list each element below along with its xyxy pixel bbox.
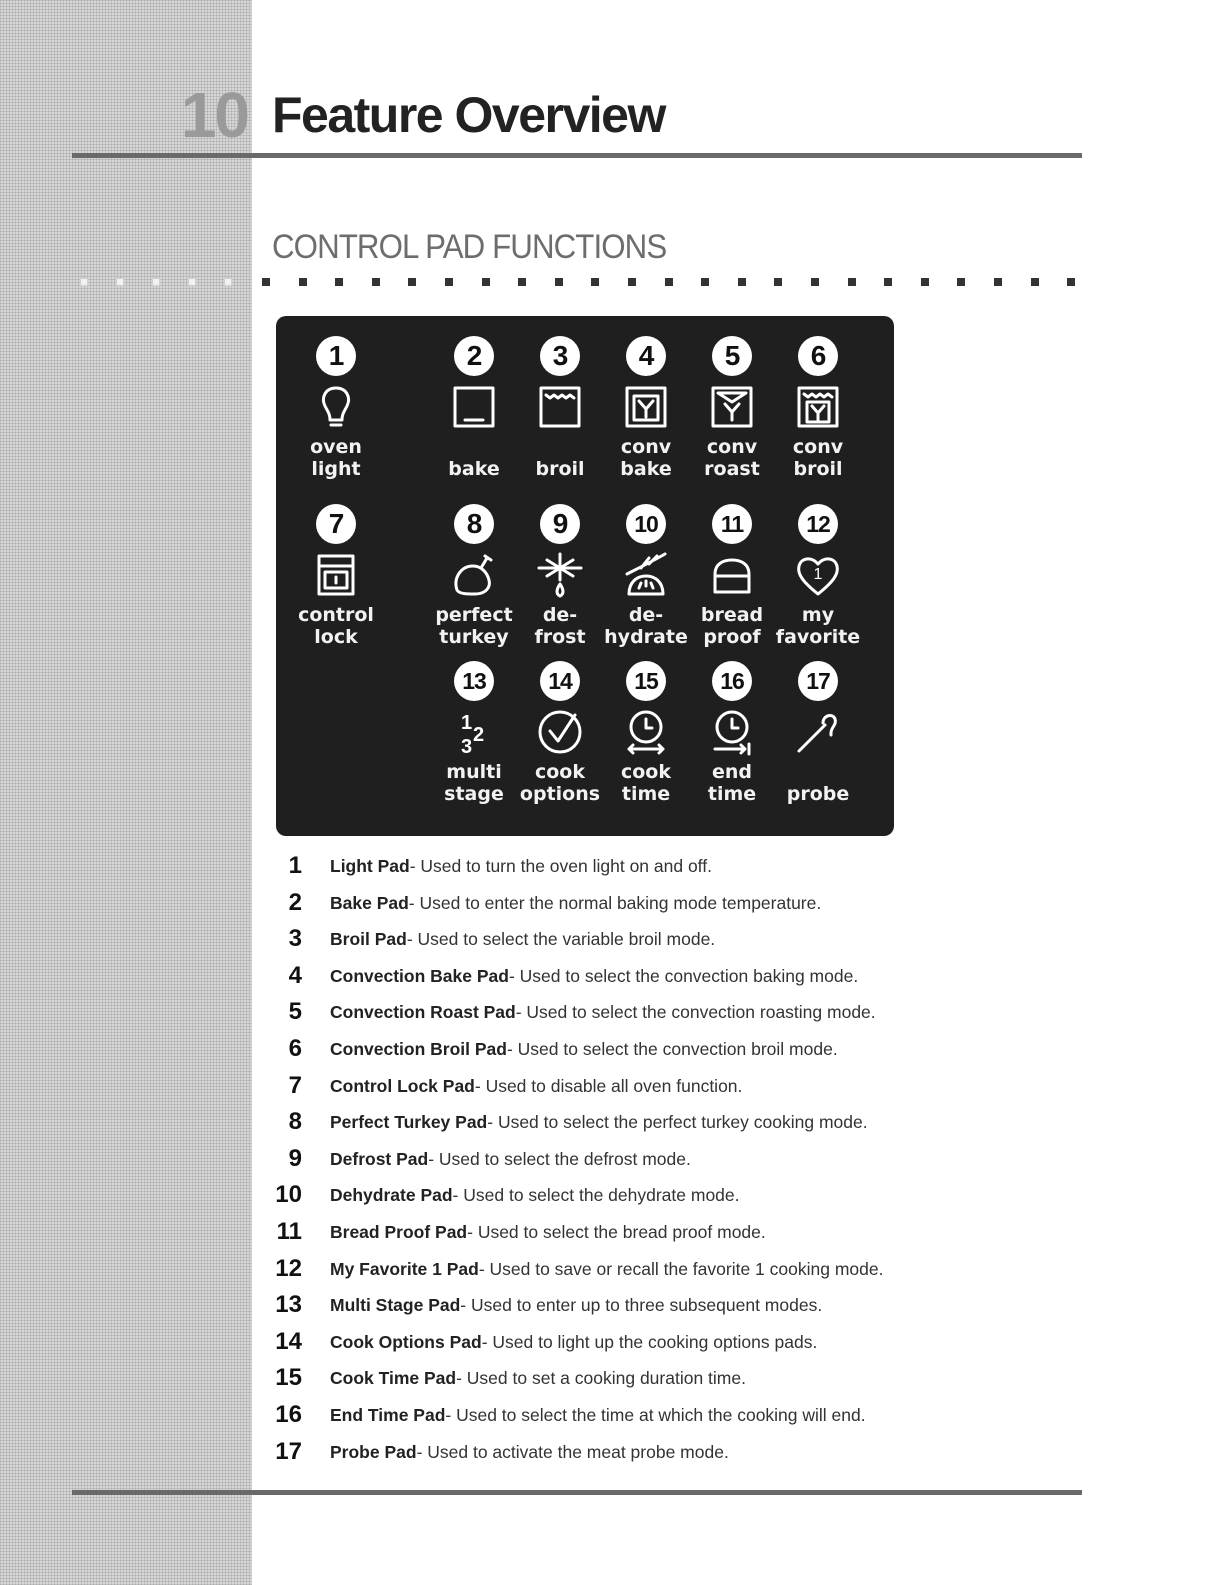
function-name: Control Lock Pad bbox=[330, 1075, 475, 1096]
control-pad bbox=[424, 504, 524, 648]
pad-number-badge: 14 bbox=[540, 661, 580, 701]
function-list-item bbox=[268, 1179, 1088, 1216]
snowflake-icon bbox=[535, 550, 585, 600]
control-pad bbox=[768, 504, 868, 648]
function-number: 5 bbox=[288, 998, 302, 1026]
function-description: - Used to select the defrost mode. bbox=[428, 1148, 691, 1169]
dotted-divider bbox=[72, 278, 1082, 288]
pad-label-line: probe bbox=[786, 783, 850, 805]
function-list-item bbox=[268, 1070, 1088, 1107]
pad-label-line: oven bbox=[310, 436, 362, 458]
divider-dot bbox=[555, 278, 563, 286]
function-text bbox=[330, 929, 715, 950]
divider-dot bbox=[774, 278, 782, 286]
function-number: 8 bbox=[288, 1108, 302, 1136]
svg-text:1: 1 bbox=[461, 712, 473, 734]
function-list-item bbox=[268, 1436, 1088, 1473]
divider-dot bbox=[335, 278, 343, 286]
function-description: - Used to enter up to three subsequent modes. bbox=[460, 1295, 823, 1316]
function-description: - Used to save or recall the favorite 1 cooking mode. bbox=[478, 1258, 884, 1279]
pad-label-line: bake bbox=[620, 458, 672, 480]
function-description: - Used to select the convection broil mode. bbox=[506, 1038, 838, 1059]
divider-dot bbox=[994, 278, 1002, 286]
control-pad bbox=[510, 661, 610, 805]
pad-label-line: frost bbox=[534, 626, 586, 648]
function-name: Defrost Pad bbox=[330, 1148, 429, 1169]
function-name: Bake Pad bbox=[330, 892, 409, 913]
broil-icon bbox=[535, 382, 585, 432]
function-name: Convection Bake Pad bbox=[330, 965, 509, 986]
pad-number-badge: 9 bbox=[540, 504, 580, 544]
divider-dot bbox=[665, 278, 673, 286]
divider-dot bbox=[848, 278, 856, 286]
control-pad bbox=[596, 661, 696, 805]
function-name: Convection Broil Pad bbox=[330, 1038, 507, 1059]
pad-label bbox=[596, 761, 696, 805]
pad-number-badge: 12 bbox=[798, 504, 838, 544]
function-description: - Used to turn the oven light on and off. bbox=[409, 856, 712, 876]
function-list-item bbox=[268, 1326, 1088, 1363]
pad-label-line: proof bbox=[703, 626, 761, 648]
function-list-item bbox=[268, 1106, 1088, 1143]
function-description: - Used to set a cooking duration time. bbox=[456, 1368, 746, 1389]
function-list-item bbox=[268, 850, 1088, 887]
function-text bbox=[330, 1076, 742, 1097]
control-panel-illustration bbox=[276, 316, 894, 836]
pad-label-line: bake bbox=[448, 458, 500, 480]
function-number: 12 bbox=[275, 1254, 302, 1282]
function-text bbox=[330, 1259, 883, 1280]
divider-dot bbox=[628, 278, 636, 286]
function-number: 9 bbox=[288, 1144, 302, 1172]
function-text bbox=[330, 856, 712, 877]
function-number: 15 bbox=[275, 1364, 302, 1392]
pad-number-badge: 6 bbox=[798, 336, 838, 376]
function-text bbox=[330, 1368, 746, 1389]
function-text bbox=[330, 1295, 822, 1316]
function-text bbox=[330, 1112, 868, 1133]
pad-label bbox=[682, 761, 782, 805]
function-name: Cook Options Pad bbox=[330, 1331, 482, 1352]
function-list-item bbox=[268, 1362, 1088, 1399]
pad-label-line: control bbox=[298, 604, 374, 626]
control-pad bbox=[510, 504, 610, 648]
pad-label-line: time bbox=[707, 783, 757, 805]
pad-number-badge: 16 bbox=[712, 661, 752, 701]
multi-stage-icon bbox=[449, 707, 499, 757]
function-number: 3 bbox=[288, 925, 302, 953]
divider-dot bbox=[518, 278, 526, 286]
pad-label-line: cook bbox=[620, 761, 671, 783]
svg-text:3: 3 bbox=[461, 736, 473, 757]
page-sidebar-texture bbox=[0, 0, 252, 1585]
pad-label-line: hydrate bbox=[604, 626, 688, 648]
conv-roast-icon bbox=[707, 382, 757, 432]
function-list-item bbox=[268, 1143, 1088, 1180]
pad-label-line: turkey bbox=[439, 626, 509, 648]
function-number: 6 bbox=[288, 1034, 302, 1062]
divider-dot bbox=[482, 278, 490, 286]
function-list-item bbox=[268, 996, 1088, 1033]
function-description: - Used to disable all oven function. bbox=[474, 1075, 743, 1096]
divider-dot bbox=[811, 278, 819, 286]
function-number: 14 bbox=[275, 1327, 302, 1355]
end-time-icon bbox=[707, 707, 757, 757]
pad-label bbox=[510, 436, 610, 480]
pad-label-line: lock bbox=[314, 626, 358, 648]
function-name: End Time Pad bbox=[330, 1404, 446, 1425]
function-number: 1 bbox=[288, 852, 302, 879]
page-title: Feature Overview bbox=[272, 87, 665, 143]
pad-number-badge: 2 bbox=[454, 336, 494, 376]
pad-label-line: conv bbox=[792, 436, 844, 458]
pad-number-badge: 15 bbox=[626, 661, 666, 701]
function-number: 4 bbox=[288, 961, 302, 989]
pad-label-line bbox=[424, 436, 524, 458]
control-pad bbox=[424, 336, 524, 480]
conv-broil-icon bbox=[793, 382, 843, 432]
divider-dot bbox=[445, 278, 453, 286]
pad-label-line: bread bbox=[700, 604, 764, 626]
pad-label-line: conv bbox=[706, 436, 758, 458]
conv-bake-icon bbox=[621, 382, 671, 432]
divider-dot bbox=[408, 278, 416, 286]
function-text bbox=[330, 1405, 866, 1426]
function-description: - Used to enter the normal baking mode temperature. bbox=[408, 892, 822, 913]
pad-number-badge: 8 bbox=[454, 504, 494, 544]
divider-dot bbox=[1031, 278, 1039, 286]
pad-label-line: light bbox=[311, 458, 361, 480]
pad-label bbox=[682, 436, 782, 480]
pad-label bbox=[424, 604, 524, 648]
divider-dot bbox=[701, 278, 709, 286]
divider-dot bbox=[116, 278, 124, 286]
divider-dot bbox=[957, 278, 965, 286]
bulb-icon bbox=[311, 382, 361, 432]
function-text bbox=[330, 1039, 838, 1060]
pad-number-badge: 3 bbox=[540, 336, 580, 376]
function-name: Perfect Turkey Pad bbox=[330, 1112, 488, 1133]
pad-label bbox=[510, 604, 610, 648]
pad-number-badge: 4 bbox=[626, 336, 666, 376]
pad-label bbox=[768, 436, 868, 480]
pad-label bbox=[596, 604, 696, 648]
divider-dot bbox=[591, 278, 599, 286]
svg-text:2: 2 bbox=[473, 724, 485, 746]
svg-text:1: 1 bbox=[813, 566, 823, 583]
pad-label-line: de- bbox=[628, 604, 664, 626]
control-pad bbox=[286, 504, 386, 648]
divider-dot bbox=[738, 278, 746, 286]
function-list-item bbox=[268, 960, 1088, 997]
chapter-number: 10 bbox=[180, 79, 248, 151]
pad-number-badge: 11 bbox=[712, 504, 752, 544]
bake-icon bbox=[449, 382, 499, 432]
pad-label-line: broil bbox=[535, 458, 585, 480]
pad-label-line bbox=[510, 436, 610, 458]
function-list-item bbox=[268, 1216, 1088, 1253]
function-number: 7 bbox=[288, 1071, 302, 1099]
pad-label-line: de- bbox=[542, 604, 578, 626]
function-description: - Used to select the convection baking mode. bbox=[508, 965, 859, 986]
divider-dot bbox=[884, 278, 892, 286]
function-name: Broil Pad bbox=[330, 929, 407, 950]
pad-label-line: broil bbox=[793, 458, 843, 480]
function-number: 16 bbox=[275, 1400, 302, 1428]
divider-dot bbox=[224, 278, 232, 286]
divider-dot bbox=[1067, 278, 1075, 286]
control-pad bbox=[286, 336, 386, 480]
pad-number-badge: 10 bbox=[626, 504, 666, 544]
function-description: - Used to select the variable broil mode. bbox=[406, 929, 716, 950]
function-text bbox=[330, 893, 821, 914]
control-pad bbox=[768, 336, 868, 480]
pad-label bbox=[286, 604, 386, 648]
pad-number-badge: 1 bbox=[316, 336, 356, 376]
pad-label-line: cook bbox=[534, 761, 585, 783]
control-pad bbox=[682, 661, 782, 805]
pad-number-badge: 7 bbox=[316, 504, 356, 544]
function-text bbox=[330, 1185, 740, 1206]
pad-label-line: roast bbox=[704, 458, 760, 480]
function-description: - Used to select the dehydrate mode. bbox=[452, 1185, 740, 1206]
function-name: Probe Pad bbox=[330, 1441, 417, 1462]
function-name: My Favorite 1 Pad bbox=[330, 1258, 479, 1279]
function-list-item bbox=[268, 923, 1088, 960]
function-number: 2 bbox=[288, 888, 302, 916]
title-divider bbox=[72, 153, 1082, 158]
control-pad bbox=[768, 661, 868, 805]
function-name: Convection Roast Pad bbox=[330, 1002, 516, 1023]
function-list-item bbox=[268, 1033, 1088, 1070]
section-title: CONTROL PAD FUNCTIONS bbox=[272, 228, 667, 266]
pad-number-badge: 13 bbox=[454, 661, 494, 701]
function-description: - Used to select the perfect turkey cooking mode. bbox=[487, 1112, 868, 1133]
function-text bbox=[330, 1222, 766, 1243]
function-text bbox=[330, 1149, 691, 1170]
function-number: 17 bbox=[275, 1437, 302, 1465]
control-pad bbox=[682, 336, 782, 480]
function-list-item bbox=[268, 1399, 1088, 1436]
function-name: Multi Stage Pad bbox=[330, 1295, 461, 1316]
divider-dot bbox=[188, 278, 196, 286]
function-name: Dehydrate Pad bbox=[330, 1185, 453, 1206]
function-description: - Used to activate the meat probe mode. bbox=[416, 1441, 729, 1462]
turkey-icon bbox=[449, 550, 499, 600]
pad-label-line bbox=[768, 761, 868, 783]
pad-label bbox=[768, 604, 868, 648]
function-number: 13 bbox=[275, 1291, 302, 1319]
function-text bbox=[330, 966, 858, 987]
pad-label-line: perfect bbox=[435, 604, 513, 626]
function-name: Cook Time Pad bbox=[330, 1368, 457, 1389]
pad-label-line: stage bbox=[444, 783, 504, 805]
divider-dot bbox=[80, 278, 88, 286]
control-pad bbox=[682, 504, 782, 648]
function-list bbox=[268, 850, 1088, 1472]
probe-icon bbox=[793, 707, 843, 757]
pad-number-badge: 17 bbox=[798, 661, 838, 701]
cook-time-icon bbox=[621, 707, 671, 757]
control-pad bbox=[424, 661, 524, 805]
function-list-item bbox=[268, 887, 1088, 924]
pad-label-line: options bbox=[519, 783, 601, 805]
divider-dot bbox=[262, 278, 270, 286]
divider-dot bbox=[921, 278, 929, 286]
pad-label-line: conv bbox=[620, 436, 672, 458]
dehydrate-icon bbox=[621, 550, 671, 600]
function-number: 10 bbox=[275, 1181, 302, 1209]
pad-label-line: my bbox=[801, 604, 835, 626]
function-list-item bbox=[268, 1253, 1088, 1290]
control-pad bbox=[596, 336, 696, 480]
pad-label-line: multi bbox=[446, 761, 502, 783]
function-name: Bread Proof Pad bbox=[330, 1221, 468, 1242]
function-text bbox=[330, 1002, 876, 1023]
function-description: - Used to select the time at which the cooking will end. bbox=[445, 1404, 866, 1425]
pad-label bbox=[510, 761, 610, 805]
pad-label bbox=[286, 436, 386, 480]
pad-label bbox=[424, 436, 524, 480]
function-number: 11 bbox=[276, 1217, 302, 1245]
control-pad bbox=[596, 504, 696, 648]
pad-label bbox=[596, 436, 696, 480]
pad-label-line: end bbox=[711, 761, 752, 783]
pad-label bbox=[424, 761, 524, 805]
checkmark-icon bbox=[535, 707, 585, 757]
function-text bbox=[330, 1442, 729, 1463]
pad-number-badge: 5 bbox=[712, 336, 752, 376]
function-text bbox=[330, 1332, 817, 1353]
function-description: - Used to light up the cooking options pads. bbox=[481, 1331, 818, 1352]
function-name: Light Pad bbox=[330, 856, 410, 876]
footer-divider bbox=[72, 1490, 1082, 1495]
function-description: - Used to select the convection roasting mode. bbox=[515, 1002, 876, 1023]
divider-dot bbox=[152, 278, 160, 286]
lock-icon bbox=[311, 550, 361, 600]
pad-label bbox=[768, 761, 868, 805]
control-pad bbox=[510, 336, 610, 480]
bread-icon bbox=[707, 550, 757, 600]
pad-label bbox=[682, 604, 782, 648]
heart-icon bbox=[793, 550, 843, 600]
divider-dot bbox=[299, 278, 307, 286]
pad-label-line: time bbox=[621, 783, 671, 805]
function-list-item bbox=[268, 1289, 1088, 1326]
pad-label-line: favorite bbox=[775, 626, 861, 648]
function-description: - Used to select the bread proof mode. bbox=[467, 1221, 766, 1242]
divider-dot bbox=[372, 278, 380, 286]
